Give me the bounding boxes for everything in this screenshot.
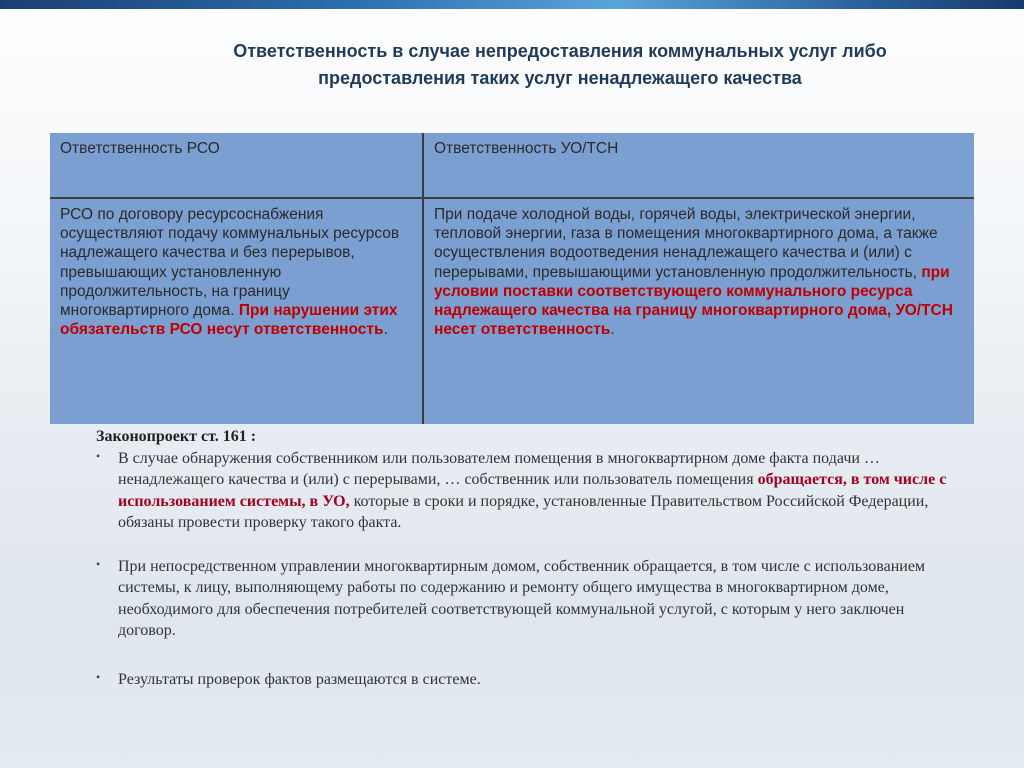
cell-uo-responsibility	[423, 198, 974, 424]
cell-rso-responsibility	[50, 198, 423, 424]
uo-tail: .	[610, 321, 615, 339]
slide-title-line-2: предоставления таких услуг ненадлежащего качества	[318, 68, 802, 88]
table-header-row	[50, 133, 974, 198]
list-item	[96, 448, 966, 534]
item3-text: Результаты проверок фактов размещаются в системе.	[118, 670, 481, 688]
top-decorative-band	[0, 0, 1024, 9]
slide-title-line-1: Ответственность в случае непредоставления коммунальных услуг либо	[233, 41, 887, 61]
uo-text: При подаче холодной воды, горячей воды, электрической энергии, тепловой энергии, газа в помещения многоквартирного дома, а также осуществления водоотведения ненадлежащего качества и (или) с перерывами, превышающими установленную продолжительность,	[434, 206, 938, 281]
rso-tail: .	[383, 321, 388, 339]
law-draft-section	[96, 426, 966, 690]
slide-title	[180, 38, 940, 92]
item2-text: При непосредственном управлении многоквартирным домом, собственник обращается, в том числе с использованием системы, к лицу, выполняющему работы по содержанию и ремонту общего имущества в многоквартирном доме, необходимого для обеспечения потребителей соответствующей коммунальной услугой, с которым у него заключен договор.	[118, 557, 926, 639]
rso-emphasis: При нарушении этих обязательств РСО несут ответственность	[60, 302, 398, 339]
list-item	[96, 669, 966, 691]
list-item	[96, 556, 966, 642]
header-uo-tsn: Ответственность УО/ТСН	[423, 133, 974, 198]
bullet-icon: •	[96, 448, 101, 463]
responsibility-table	[50, 133, 974, 424]
bullet-icon: •	[96, 669, 101, 684]
item1-emphasis: обращается, в том числе с использованием системы, в УО,	[118, 471, 947, 510]
uo-emphasis: при условии поставки соответствующего коммунального ресурса надлежащего качества на границу многоквартирного дома, УО/ТСН несет ответственность	[434, 263, 953, 339]
table-row	[50, 198, 974, 424]
item1-post: которые в сроки и порядке, установленные Правительством Российской Федерации, обязаны провести проверку такого факта.	[118, 492, 929, 531]
header-rso: Ответственность РСО	[50, 133, 423, 198]
rso-text: РСО по договору ресурсоснабжения осуществляют подачу коммунальных ресурсов надлежащего качества и без перерывов, превышающих установленную продолжительность, на границу многоквартирного дома.	[60, 206, 400, 320]
law-title: Законопроект ст. 161 :	[96, 428, 257, 445]
bullet-icon: •	[96, 556, 101, 571]
item1-text: В случае обнаружения собственником или пользователем помещения в многоквартирном доме факта подачи … ненадлежащего качества и (или) с перерывами, … собственник или пользователь помещения	[118, 449, 880, 488]
